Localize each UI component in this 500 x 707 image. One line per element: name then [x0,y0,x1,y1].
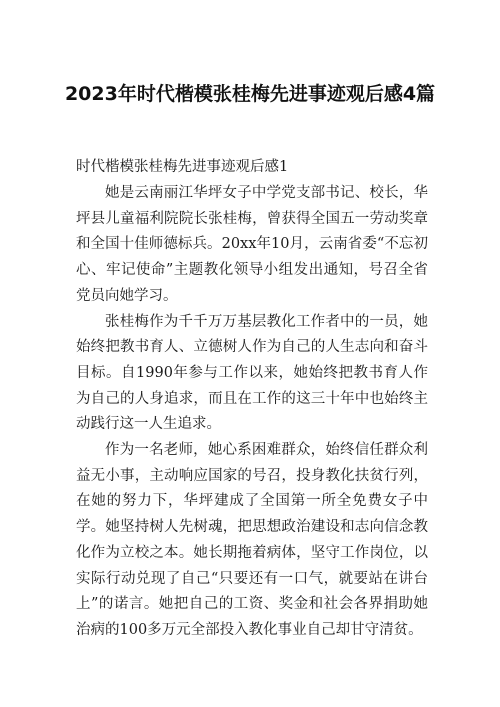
section-heading: 时代楷模张桂梅先进事迹观后感1 [76,159,289,175]
paragraph-1: 她是云南丽江华坪女子中学党支部书记、校长，华坪县儿童福利院院长张桂梅，曾获得全国五一劳动奖章和全国十佳师德标兵。20xx年10月，云南省委“不忘初心、牢记使命”主题教化领导小组发出通知，号召全省党员向她学习。 [76,185,428,304]
paragraph-2: 张桂梅作为千千万万基层教化工作者中的一员，她始终把教书育人、立德树人作为自己的人生志向和奋斗目标。自1990年参与工作以来，她始终把教书育人作为自己的人身追求，而且在工作的这三十年中也始终主动践行这一人生追求。 [76,313,428,433]
document-title: 2023年时代楷模张桂梅先进事迹观后感4篇 [64,83,436,105]
paragraph-3: 作为一名老师，她心系困难群众，始终信任群众利益无小事，主动响应国家的号召，投身教化扶贫行列，在她的努力下，华坪建成了全国第一所全免费女子中学。她坚持树人先树魂，把思想政治建设和志向信念教化作为立校之本。她长期拖着病体，坚守工作岗位，以实际行动兑现了自己“只要还有一口气，就要站在讲台上”的诺言。她把自己的工资、奖金和社会各界捐助她治病的100多万元全部投入教化事业自己却甘守清贫。 [76,442,428,638]
body-text [76,181,428,644]
